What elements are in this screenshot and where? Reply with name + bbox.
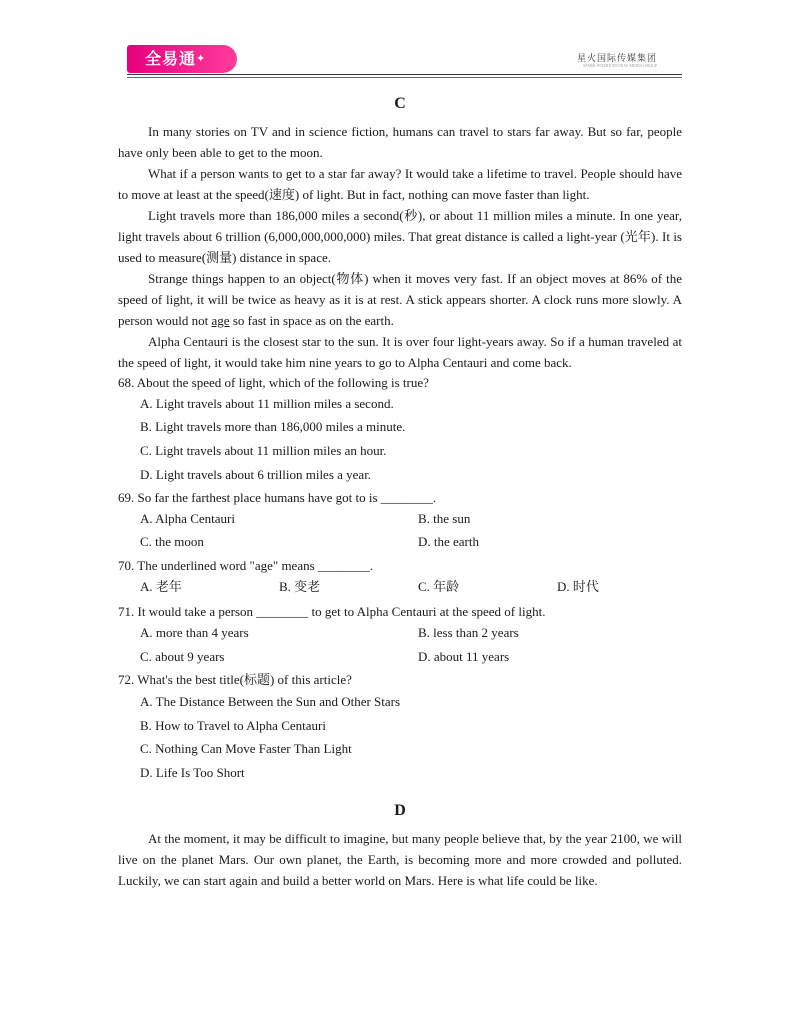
option-68-d: D. Light travels about 6 trillion miles a year.	[140, 467, 372, 482]
paragraph-d1: At the moment, it may be difficult to imagine, but many people believe that, by the year 2100, we will live on the planet Mars. Our own planet, the Earth, is becoming more and more crowded and polluted. Luckily, we can start again and build a better world on Mars. Here is what life could be like.	[118, 831, 682, 888]
logo-spark-icon: ✦	[196, 52, 207, 65]
option-72-a: A. The Distance Between the Sun and Other Stars	[140, 694, 401, 709]
option-69-c: C. the moon	[140, 534, 204, 549]
option-69-b: B. the sun	[418, 511, 471, 526]
paragraph-c4-end: so fast in space as on the earth.	[229, 313, 394, 328]
brand-subtitle: SPARK INTERNATIONAL MEDIA GROUP	[583, 63, 657, 68]
section-c-title: C	[394, 95, 406, 112]
underlined-word-age: age	[211, 313, 230, 328]
paragraph-c1: In many stories on TV and in science fiction, humans can travel to stars far away. But so far, people have only been able to get to the moon.	[118, 124, 682, 160]
option-69-a: A. Alpha Centauri	[140, 511, 235, 526]
option-68-c: C. Light travels about 11 million miles an hour.	[140, 443, 387, 458]
option-70-a: A. 老年	[140, 579, 182, 594]
header-rule	[127, 74, 682, 75]
logo	[127, 45, 237, 73]
question-71: 71. It would take a person ________ to get to Alpha Centauri at the speed of light.	[118, 604, 546, 619]
option-70-d: D. 时代	[557, 579, 599, 594]
question-72: 72. What's the best title(标题) of this article?	[118, 672, 352, 687]
question-69: 69. So far the farthest place humans have got to is ________.	[118, 490, 437, 505]
option-68-a: A. Light travels about 11 million miles a second.	[140, 396, 394, 411]
paragraph-c5: Alpha Centauri is the closest star to the sun. It is over four light-years away. So if a human traveled at the speed of light, it would take him nine years to go to Alpha Centauri and come back.	[118, 334, 682, 370]
option-71-c: C. about 9 years	[140, 649, 225, 664]
question-68: 68. About the speed of light, which of the following is true?	[118, 375, 429, 390]
option-71-d: D. about 11 years	[418, 649, 510, 664]
option-68-b: B. Light travels more than 186,000 miles a minute.	[140, 419, 406, 434]
paragraph-c4	[118, 268, 682, 331]
option-72-c: C. Nothing Can Move Faster Than Light	[140, 741, 352, 756]
brand-name: 星火国际传媒集团	[576, 54, 657, 64]
option-71-a: A. more than 4 years	[140, 625, 249, 640]
option-71-b: B. less than 2 years	[418, 625, 519, 640]
option-72-b: B. How to Travel to Alpha Centauri	[140, 718, 326, 733]
option-69-d: D. the earth	[418, 534, 480, 549]
paragraph-c2: What if a person wants to get to a star far away? It would take a lifetime to travel. People should have to move at least at the speed(速度) of light. But in fact, nothing can move faster than light.	[118, 166, 682, 202]
option-70-c: C. 年龄	[418, 579, 460, 594]
option-72-d: D. Life Is Too Short	[140, 765, 245, 780]
section-d-title: D	[394, 802, 406, 819]
question-70: 70. The underlined word "age" means ________.	[118, 558, 374, 573]
logo-text: 全易通	[145, 49, 197, 68]
option-70-b: B. 变老	[279, 579, 321, 594]
paragraph-c3: Light travels more than 186,000 miles a second(秒), or about 11 million miles a minute. In one year, light travels about 6 trillion (6,000,000,000,000) miles. That great distance is called a light-year (光年). It is used to measure(测量) distance in space.	[118, 208, 682, 265]
paragraph-c4-start: Strange things happen to an object(物体) when it moves very fast. If an object moves at 86% of the speed of light, it will be twice as heavy as it is at rest. A stick appears shorter. A clock runs more slowly. A person would not	[118, 271, 682, 328]
header-rule-thin	[127, 77, 682, 78]
